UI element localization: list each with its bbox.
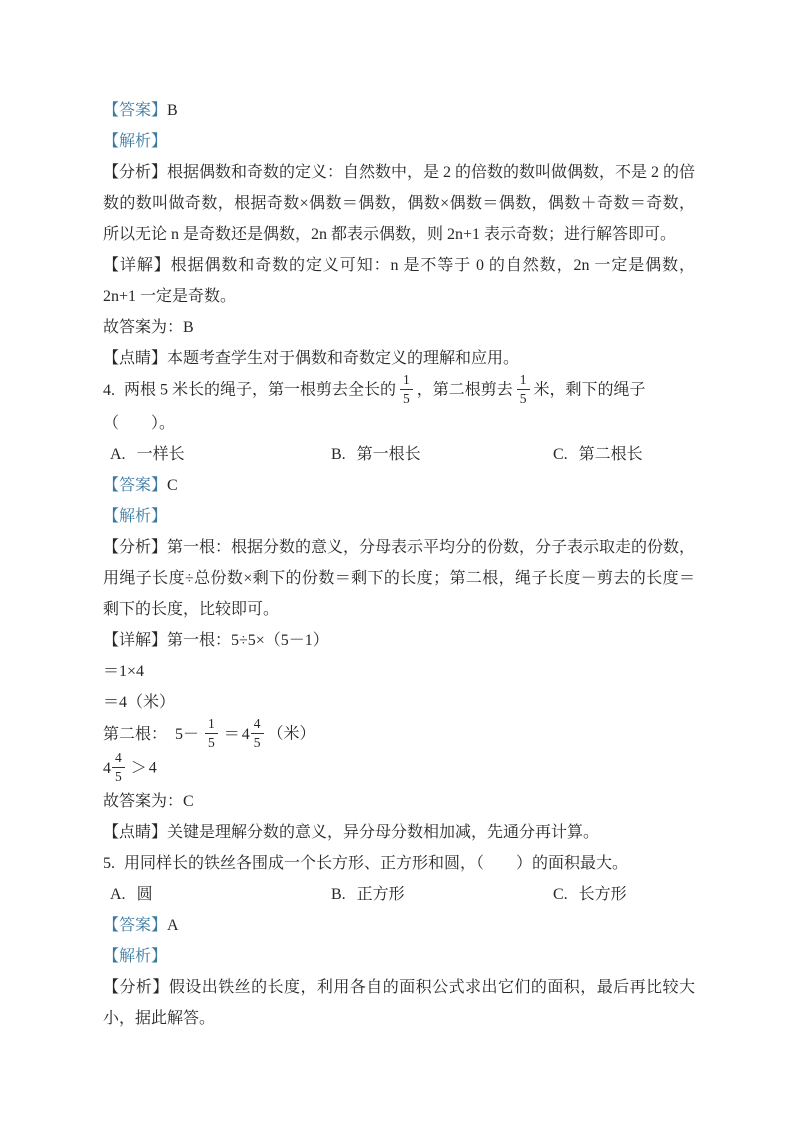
q4-analysis-label-line: [103, 501, 695, 532]
option-b: [331, 439, 553, 470]
option-label: 正方形: [356, 886, 405, 903]
option-key: B.: [331, 446, 346, 463]
q5-stem-text: 用同样长的铁丝各围成一个长方形、正方形和圆，（ ）的面积最大。: [124, 855, 629, 872]
q5-stem: [103, 848, 695, 879]
q4-stem: [103, 374, 695, 439]
q4-detail-line-1: 【详解】第一根：5÷5×（5－1）: [103, 632, 329, 649]
option-label: 长方形: [578, 886, 627, 903]
answer-value: B: [167, 102, 178, 119]
q5-answer-line: [103, 910, 695, 941]
whole-part: 4: [103, 759, 111, 777]
question-number: 4.: [103, 381, 115, 399]
work-label: 第二根：: [103, 725, 168, 743]
work-lhs: 5－: [175, 725, 200, 743]
q4-detail-line-3: ＝4（米）: [103, 694, 176, 711]
answer-label: 【答案】: [103, 917, 168, 934]
q4-stem-text-1: 两根 5 米长的绳子，第一根剪去全长的: [124, 381, 397, 399]
q4-detail-line-2: ＝1×4: [103, 663, 145, 680]
option-key: C.: [553, 446, 568, 463]
option-label: 第一根长: [356, 446, 421, 463]
work-unit: （米）: [267, 725, 316, 743]
q5-options-row: [103, 879, 695, 910]
fraction-one-fifth: $\frac{1}{5}$: [400, 372, 413, 406]
greater-than-sign: ＞: [130, 759, 147, 777]
fraction-one-fifth: $\frac{1}{5}$: [517, 372, 530, 406]
q3-analysis-label-line: [103, 126, 695, 157]
q5-analysis-label-line: [103, 941, 695, 972]
option-a: [110, 879, 331, 910]
answer-value: A: [167, 917, 179, 934]
option-c: [553, 879, 695, 910]
fraction-four-fifths: $\frac{4}{5}$: [251, 716, 264, 750]
q3-tip: 【点睛】本题考查学生对于偶数和奇数定义的理解和应用。: [103, 350, 520, 367]
analysis-label: 【解析】: [103, 948, 168, 965]
q4-options-row: [103, 439, 695, 470]
q4-tip: 【点睛】关键是理解分数的意义，异分母分数相加减，先通分再计算。: [103, 824, 600, 841]
q3-answer-line: [103, 95, 695, 126]
whole-part: 4: [241, 725, 250, 743]
question-number: 5.: [103, 855, 115, 872]
option-b: [331, 879, 553, 910]
mixed-number: [103, 750, 129, 784]
compare-rhs: 4: [148, 759, 157, 777]
answer-label: 【答案】: [103, 102, 168, 119]
option-key: B.: [331, 886, 346, 903]
equals-sign: ＝: [223, 725, 240, 743]
answer-label: 【答案】: [103, 477, 168, 494]
q3-conclusion: 故答案为：B: [103, 319, 194, 336]
analysis-label: 【解析】: [103, 508, 168, 525]
q4-analysis-text: 【分析】第一根：根据分数的意义，分母表示平均分的份数，分子表示取走的份数，用绳子长度÷总份数×剩下的份数＝剩下的长度；第二根，绳子长度－剪去的长度＝剩下的长度，比较即可。: [103, 539, 696, 618]
fraction-one-fifth: $\frac{1}{5}$: [205, 716, 218, 750]
fraction-four-fifths: $\frac{4}{5}$: [112, 750, 125, 784]
option-label: 第二根长: [578, 446, 643, 463]
mixed-number: [241, 716, 268, 750]
option-c: [553, 439, 695, 470]
option-key: A.: [110, 886, 126, 903]
q3-detail-text: 【详解】根据偶数和奇数的定义可知：n 是不等于 0 的自然数，2n 一定是偶数，2n+1 一定是奇数。: [103, 257, 695, 305]
q4-stem-text-3: 米，剩下的绳子（ ）。: [103, 381, 646, 432]
option-key: A.: [110, 446, 126, 463]
option-key: C.: [553, 886, 568, 903]
answer-value: C: [167, 477, 178, 494]
q4-compare-line: [103, 752, 695, 786]
analysis-label: 【解析】: [103, 133, 168, 150]
option-label: 圆: [136, 886, 153, 903]
q4-conclusion: 故答案为：C: [103, 793, 194, 810]
option-a: [110, 439, 331, 470]
q3-analysis-text: 【分析】根据偶数和奇数的定义：自然数中，是 2 的倍数的数叫做偶数，不是 2 的倍数的数叫做奇数，根据奇数×偶数＝偶数，偶数×偶数＝偶数，偶数＋奇数＝奇数，所以无论 n 是奇数还是偶数，2n 都表示偶数，则 2n+1 表示奇数；进行解答即可。: [103, 164, 696, 243]
q5-analysis-text: 【分析】假设出铁丝的长度，利用各自的面积公式求出它们的面积，最后再比较大小，据此解答。: [103, 979, 695, 1027]
option-label: 一样长: [136, 446, 185, 463]
q4-work-line: [103, 718, 695, 752]
q4-answer-line: [103, 470, 695, 501]
q4-stem-text-2: ，第二根剪去: [416, 381, 513, 399]
